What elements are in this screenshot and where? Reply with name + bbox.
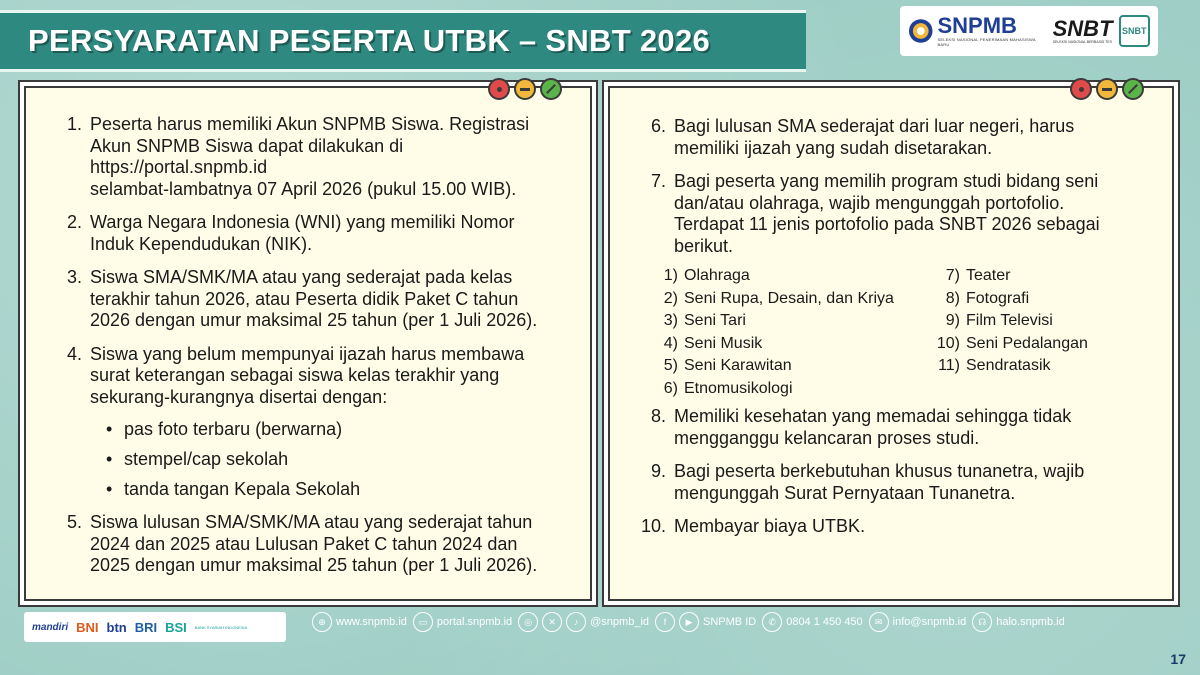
portfolio-number: 4) bbox=[663, 334, 678, 352]
item-text-line: sekurang-kurangnya disertai dengan: bbox=[90, 386, 388, 407]
portfolio-number: 7) bbox=[945, 267, 960, 284]
contact-email[interactable] bbox=[869, 612, 967, 632]
portfolio-item bbox=[648, 355, 908, 378]
facebook-icon: f bbox=[655, 612, 675, 632]
bullet-item: • pas foto terbaru (berwarna) bbox=[100, 418, 574, 440]
requirement-item bbox=[628, 461, 1156, 504]
phone-number[interactable]: 0804 1 450 450 bbox=[786, 616, 863, 628]
window-minimize-icon bbox=[1096, 78, 1118, 100]
portfolio-item bbox=[648, 288, 908, 311]
item-number: 2. bbox=[66, 212, 82, 232]
mail-icon: ✉ bbox=[869, 612, 889, 632]
item-text-line: Terdapat 11 jenis portofolio pada SNBT 2026 sebagai bbox=[674, 214, 1100, 234]
contact-halo[interactable] bbox=[972, 612, 1065, 632]
requirements-list-left bbox=[44, 114, 574, 577]
item-text-line: Bagi peserta yang memilih program studi bidang seni bbox=[674, 171, 1099, 191]
portfolio-label: Seni Musik bbox=[684, 334, 763, 352]
portfolio-number: 11) bbox=[938, 357, 960, 374]
requirement-item bbox=[628, 516, 1156, 538]
requirement-item bbox=[628, 116, 1156, 159]
portfolio-label: Sendratasik bbox=[966, 357, 1051, 374]
title-banner bbox=[0, 10, 806, 72]
bank-partners bbox=[24, 612, 286, 642]
phone-icon: ✆ bbox=[762, 612, 782, 632]
monitor-icon: ▭ bbox=[413, 612, 433, 632]
requirements-list-right bbox=[628, 116, 1156, 538]
item-number: 1. bbox=[66, 114, 82, 134]
requirement-item bbox=[44, 344, 574, 501]
portal-link[interactable]: https://portal.snpmb.id bbox=[90, 157, 268, 177]
portfolio-label: Film Televisi bbox=[966, 312, 1053, 329]
portfolio-item bbox=[648, 265, 908, 288]
web-link[interactable]: www.snpmb.id bbox=[336, 616, 407, 628]
item-text-line: surat keterangan sebagai siswa kelas terakhir yang bbox=[90, 365, 500, 385]
youtube-icon: ▶ bbox=[679, 612, 699, 632]
portfolio-item bbox=[648, 333, 908, 356]
globe-icon: ⊕ bbox=[312, 612, 332, 632]
portfolio-number: 8) bbox=[945, 289, 960, 307]
contact-portal[interactable] bbox=[413, 612, 512, 632]
item-text-line: Membayar biaya UTBK. bbox=[674, 516, 866, 536]
portfolio-label: Seni Karawitan bbox=[684, 357, 792, 374]
footer-contacts bbox=[312, 612, 1065, 632]
page-title: PERSYARATAN PESERTA UTBK – SNBT 2026 bbox=[28, 23, 711, 58]
portfolio-item bbox=[930, 333, 1130, 356]
snbt-logo-text: SNBT bbox=[1052, 16, 1113, 41]
page-number: 17 bbox=[1170, 651, 1186, 667]
portfolio-label: Teater bbox=[966, 267, 1011, 284]
item-number: 5. bbox=[66, 512, 82, 532]
snpmb-emblem-icon bbox=[908, 18, 934, 44]
requirement-item bbox=[44, 267, 574, 332]
portfolio-item bbox=[930, 310, 1130, 333]
item-text-line: Warga Negara Indonesia (WNI) yang memiliki Nomor bbox=[90, 212, 515, 232]
portfolio-label: Etnomusikologi bbox=[684, 379, 793, 397]
portfolio-label: Seni Rupa, Desain, dan Kriya bbox=[684, 289, 894, 307]
item-text-line: dan/atau olahraga, wajib mengunggah portofolio. bbox=[674, 192, 1065, 213]
portfolio-label: Olahraga bbox=[684, 267, 750, 284]
item-text-line: mengunggah Surat Pernyataan Tunanetra. bbox=[674, 482, 1016, 503]
snbt-badge-icon: SNBT bbox=[1119, 15, 1150, 47]
bullet-item: • tanda tangan Kepala Sekolah bbox=[100, 478, 574, 500]
portfolio-number: 2) bbox=[663, 289, 678, 307]
item-text-line: mengganggu kelancaran proses studi. bbox=[674, 427, 980, 448]
bank-bsi-subtext: BANK SYARIAH INDONESIA bbox=[194, 624, 248, 630]
requirements-panel-right bbox=[608, 86, 1174, 601]
item-text-line: Induk Kependudukan (NIK). bbox=[90, 233, 313, 254]
item-number: 8. bbox=[650, 406, 666, 426]
portfolio-label: Fotografi bbox=[966, 289, 1030, 307]
headset-icon: ☊ bbox=[972, 612, 992, 632]
snbt-logo bbox=[1053, 18, 1113, 44]
window-minimize-icon bbox=[514, 78, 536, 100]
item-text-line: selambat-lambatnya 07 April 2026 (pukul 15.00 WIB). bbox=[90, 178, 517, 199]
portfolio-label: Seni Tari bbox=[684, 312, 746, 329]
item-number: 9. bbox=[650, 461, 666, 481]
bank-bri-logo: BRI bbox=[134, 619, 158, 635]
contact-social[interactable] bbox=[518, 612, 649, 632]
window-buttons bbox=[1070, 78, 1144, 100]
contact-youtube[interactable] bbox=[655, 612, 756, 632]
window-maximize-icon bbox=[540, 78, 562, 100]
item-text-line: Peserta harus memiliki Akun SNPMB Siswa. Registrasi bbox=[90, 114, 530, 134]
item-text-line: 2025 dengan umur maksimal 25 tahun (per 1 Juli 2026). bbox=[90, 555, 538, 575]
item-text-line: Bagi peserta berkebutuhan khusus tunanetra, wajib bbox=[674, 461, 1085, 481]
item-number: 3. bbox=[66, 267, 82, 287]
item-number: 6. bbox=[650, 116, 666, 136]
instagram-icon: ◎ bbox=[518, 612, 538, 632]
portfolio-item bbox=[648, 378, 908, 401]
item-text-line: 2024 dan 2025 atau Lulusan Paket C tahun 2024 dan bbox=[90, 533, 518, 554]
item-number: 4. bbox=[66, 343, 82, 364]
logo-box bbox=[900, 6, 1158, 56]
x-icon: ✕ bbox=[542, 612, 562, 632]
portfolio-label: Seni Pedalangan bbox=[966, 334, 1088, 352]
item-number: 7. bbox=[650, 171, 666, 191]
requirement-item bbox=[44, 114, 574, 200]
bank-mandiri-logo: mandiri bbox=[32, 621, 69, 633]
window-buttons bbox=[488, 78, 562, 100]
youtube-channel[interactable]: SNPMB ID bbox=[703, 616, 757, 628]
item-text-line: memiliki ijazah yang sudah disetarakan. bbox=[674, 137, 993, 158]
snpmb-logo-text: SNPMB bbox=[937, 13, 1017, 38]
portfolio-item bbox=[648, 310, 908, 333]
snbt-logo-subtext: SELEKSI NASIONAL BERBASIS TES bbox=[1052, 40, 1112, 44]
portfolio-column-left bbox=[648, 265, 908, 400]
bank-bsi-logo: BSI bbox=[165, 619, 187, 635]
item-text-line: 2026 dengan umur maksimal 25 tahun (per 1 Juli 2026). bbox=[90, 310, 538, 330]
tiktok-icon: ♪ bbox=[566, 612, 586, 632]
contact-phone[interactable] bbox=[762, 612, 862, 632]
window-close-icon bbox=[488, 78, 510, 100]
item-text-line: Memiliki kesehatan yang memadai sehingga tidak bbox=[674, 406, 1072, 426]
requirement-item bbox=[44, 512, 574, 577]
item-text-line: Siswa lulusan SMA/SMK/MA atau yang sederajat tahun bbox=[90, 512, 533, 532]
item-text-line: berikut. bbox=[674, 235, 734, 256]
bank-btn-logo: btn bbox=[106, 619, 127, 635]
window-close-icon bbox=[1070, 78, 1092, 100]
portfolio-number: 6) bbox=[663, 379, 678, 397]
window-maximize-icon bbox=[1122, 78, 1144, 100]
bullet-list bbox=[90, 418, 574, 500]
item-text-line: Siswa yang belum mempunyai ijazah harus membawa bbox=[90, 343, 525, 364]
portfolio-number: 5) bbox=[663, 357, 678, 374]
portfolio-item bbox=[930, 355, 1130, 378]
portfolio-list bbox=[628, 265, 1156, 400]
portfolio-column-right bbox=[930, 265, 1130, 400]
item-text-line: terakhir tahun 2026, atau Peserta didik Paket C tahun bbox=[90, 288, 519, 309]
portfolio-item bbox=[930, 265, 1130, 288]
portfolio-item bbox=[930, 288, 1130, 311]
requirements-panel-left bbox=[24, 86, 592, 601]
social-handle[interactable]: @snpmb_id bbox=[590, 616, 650, 628]
portfolio-number: 10) bbox=[936, 334, 960, 352]
requirement-item bbox=[44, 212, 574, 255]
snpmb-logo-subtext: SELEKSI NASIONAL PENERIMAAN MAHASISWA BARU bbox=[937, 37, 1036, 47]
portfolio-number: 3) bbox=[663, 312, 678, 329]
requirement-item bbox=[628, 171, 1156, 257]
portfolio-number: 1) bbox=[663, 267, 678, 284]
requirement-item bbox=[628, 406, 1156, 449]
bank-bni-logo: BNI bbox=[76, 619, 99, 635]
item-text-line: Bagi lulusan SMA sederajat dari luar negeri, harus bbox=[674, 116, 1075, 136]
portfolio-number: 9) bbox=[945, 312, 960, 329]
portal-footer-link[interactable]: portal.snpmb.id bbox=[436, 616, 513, 628]
bullet-item: • stempel/cap sekolah bbox=[100, 448, 574, 470]
item-number: 10. bbox=[640, 516, 666, 536]
email-address[interactable]: info@snpmb.id bbox=[892, 616, 967, 628]
item-text-line: Siswa SMA/SMK/MA atau yang sederajat pada kelas bbox=[90, 267, 513, 287]
snpmb-logo bbox=[908, 15, 1047, 47]
contact-web[interactable] bbox=[312, 612, 407, 632]
halo-link[interactable]: halo.snpmb.id bbox=[996, 616, 1065, 628]
item-text-line: Akun SNPMB Siswa dapat dilakukan di bbox=[90, 135, 404, 156]
